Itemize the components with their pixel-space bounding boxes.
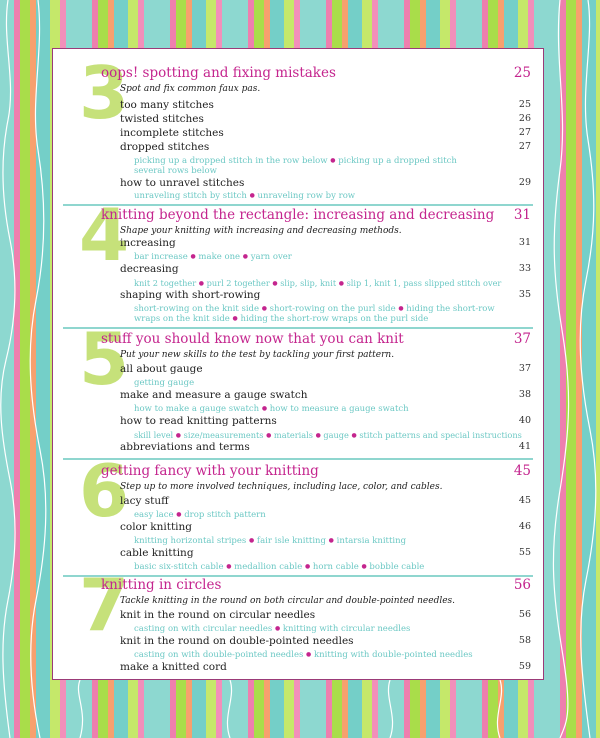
toc-entry[interactable] [120, 99, 531, 113]
entry-subtopics: easy lace ● drop stitch pattern [134, 510, 266, 520]
chapter-page-number: 25 [513, 65, 531, 81]
chapter-description: Shape your knitting with increasing and decreasing methods. [120, 226, 402, 236]
chapter-description: Tackle knitting in the round on both circular and double-pointed needles. [120, 596, 456, 606]
bullet-separator: ● [190, 253, 196, 260]
toc-entry[interactable] [120, 609, 531, 623]
entry-page-number: 27 [518, 141, 531, 152]
squiggle-decoration-bottom [0, 680, 600, 738]
entry-label[interactable]: decreasing [120, 263, 179, 275]
entry-subtopics: knit 2 together ● purl 2 together ● slip, slip, knit ● slip 1, knit 1, pass slipped stitch over [134, 278, 502, 288]
bullet-separator: ● [315, 432, 321, 439]
entry-label[interactable]: knit in the round on circular needles [120, 609, 316, 621]
squiggle-decoration-right [548, 0, 600, 738]
entry-subtopics: bar increase ● make one ● yarn over [134, 252, 292, 262]
bullet-separator: ● [249, 192, 255, 199]
entry-label[interactable]: lacy stuff [120, 495, 169, 507]
entry-page-number: 58 [518, 635, 531, 646]
toc-entry[interactable] [120, 289, 531, 303]
bullet-separator: ● [304, 563, 311, 570]
entry-label[interactable]: dropped stitches [120, 141, 210, 153]
entry-page-number: 56 [518, 609, 531, 620]
toc-entry[interactable] [120, 113, 531, 127]
section-divider [63, 204, 533, 206]
chapter-page-number: 45 [513, 463, 531, 479]
entry-label[interactable]: all about gauge [120, 363, 203, 375]
toc-entry[interactable] [120, 177, 531, 191]
chapter-number: 6 [79, 449, 130, 533]
chapter-title[interactable]: knitting beyond the rectangle: increasing and decreasing [101, 207, 495, 223]
entry-subtopics: casting on with double-pointed needles ● knitting with double-pointed needles [134, 650, 473, 660]
chapter-number: 3 [79, 51, 130, 135]
bullet-separator: ● [306, 651, 312, 658]
chapter-title-row[interactable] [101, 463, 531, 481]
toc-entry[interactable] [120, 141, 531, 155]
entry-page-number: 25 [518, 99, 531, 110]
toc-entry[interactable] [120, 521, 531, 535]
entry-page-number: 26 [518, 113, 531, 124]
entry-label[interactable]: make and measure a gauge swatch [120, 389, 308, 401]
entry-page-number: 38 [518, 389, 531, 400]
bullet-separator: ● [338, 280, 344, 287]
entry-subtopics: how to make a gauge swatch ● how to measure a gauge swatch [134, 404, 409, 414]
bullet-separator: ● [328, 537, 334, 544]
entry-page-number: 59 [518, 661, 531, 672]
entry-subtopics: wraps on the knit side ● hiding the short-row wraps on the purl side [134, 314, 429, 324]
entry-page-number: 35 [518, 289, 531, 300]
chapter-title-row[interactable] [101, 577, 531, 595]
entry-page-number: 45 [518, 495, 531, 506]
entry-page-number: 41 [518, 441, 531, 452]
entry-label[interactable]: how to unravel stitches [120, 177, 245, 189]
chapter-page-number: 37 [513, 331, 531, 347]
toc-entry[interactable] [120, 661, 531, 675]
entry-subtopics: unraveling stitch by stitch ● unraveling row by row [134, 191, 356, 201]
entry-subtopics: basic six-stitch cable ● medallion cable ● horn cable ● bobble cable [134, 562, 425, 572]
entry-subtopics: several rows below [134, 166, 217, 176]
entry-label[interactable]: shaping with short-rowing [120, 289, 261, 301]
entry-label[interactable]: cable knitting [120, 547, 194, 559]
chapter-number: 5 [79, 317, 130, 401]
bullet-separator: ● [274, 625, 281, 632]
entry-page-number: 27 [518, 127, 531, 138]
section-divider [63, 458, 533, 460]
toc-entry[interactable] [120, 415, 531, 429]
contents-page [52, 48, 544, 680]
entry-page-number: 33 [518, 263, 531, 274]
entry-page-number: 37 [518, 363, 531, 374]
entry-label[interactable]: abbreviations and terms [120, 441, 250, 453]
entry-label[interactable]: how to read knitting patterns [120, 415, 277, 427]
entry-subtopics: short-rowing on the knit side ● short-rowing on the purl side ● hiding the short-row [134, 304, 495, 314]
entry-label[interactable]: make a knitted cord [120, 661, 227, 673]
entry-label[interactable]: knit in the round on double-pointed needles [120, 635, 354, 647]
chapter-title[interactable]: getting fancy with your knitting [101, 463, 319, 479]
chapter-description: Step up to more involved techniques, including lace, color, and cables. [120, 482, 443, 492]
toc-entry[interactable] [120, 635, 531, 649]
toc-entry[interactable] [120, 363, 531, 377]
bullet-separator: ● [272, 280, 278, 287]
chapter-title[interactable]: oops! spotting and fixing mistakes [101, 65, 336, 81]
bullet-separator: ● [361, 563, 367, 570]
chapter-number: 4 [79, 193, 130, 277]
chapter-page-number: 31 [513, 207, 531, 223]
squiggle-decoration-left [0, 0, 52, 738]
bullet-separator: ● [351, 432, 357, 439]
chapter-title-row[interactable] [101, 207, 531, 225]
bullet-separator: ● [398, 305, 404, 312]
chapter-title-row[interactable] [101, 331, 531, 349]
entry-subtopics: picking up a dropped stitch in the row below ● picking up a dropped stitch [134, 156, 457, 166]
bullet-separator: ● [261, 405, 268, 412]
bullet-separator: ● [232, 315, 238, 322]
chapter-title-row[interactable] [101, 65, 531, 83]
toc-entry[interactable] [120, 441, 531, 455]
chapter-title[interactable]: stuff you should know now that you can knit [101, 331, 404, 347]
bullet-separator: ● [198, 280, 205, 287]
entry-page-number: 31 [518, 237, 531, 248]
entry-label[interactable]: incomplete stitches [120, 127, 224, 139]
bullet-separator: ● [266, 432, 272, 439]
entry-subtopics: knitting horizontal stripes ● fair isle knitting ● intarsia knitting [134, 536, 407, 546]
bullet-separator: ● [261, 305, 267, 312]
entry-page-number: 46 [518, 521, 531, 532]
toc-entry[interactable] [120, 237, 531, 251]
bullet-separator: ● [176, 511, 182, 518]
entry-label[interactable]: twisted stitches [120, 113, 204, 125]
toc-entry[interactable] [120, 547, 531, 561]
chapter-page-number: 56 [513, 577, 531, 593]
entry-subtopics: casting on with circular needles ● knitting with circular needles [134, 624, 411, 634]
toc-entry[interactable] [120, 495, 531, 509]
entry-label[interactable]: increasing [120, 237, 176, 249]
section-divider [63, 327, 533, 329]
bullet-separator: ● [242, 253, 249, 260]
entry-subtopics: getting gauge [134, 378, 195, 388]
chapter-description: Spot and fix common faux pas. [120, 84, 261, 94]
entry-page-number: 40 [518, 415, 531, 426]
toc-entry[interactable] [120, 389, 531, 403]
bullet-separator: ● [248, 537, 255, 544]
toc-entry[interactable] [120, 127, 531, 141]
chapter-number: 7 [79, 563, 130, 647]
entry-label[interactable]: too many stitches [120, 99, 214, 111]
bullet-separator: ● [226, 563, 232, 570]
entry-label[interactable]: color knitting [120, 521, 193, 533]
toc-entry[interactable] [120, 263, 531, 277]
chapter-description: Put your new skills to the test by tackling your first pattern. [120, 350, 395, 360]
chapter-title[interactable]: knitting in circles [101, 577, 222, 593]
bullet-separator: ● [330, 157, 336, 164]
entry-page-number: 29 [518, 177, 531, 188]
entry-subtopics: skill level ● size/measurements ● materials ● gauge ● stitch patterns and special instructions [134, 430, 522, 440]
bullet-separator: ● [175, 432, 182, 439]
entry-page-number: 55 [518, 547, 531, 558]
